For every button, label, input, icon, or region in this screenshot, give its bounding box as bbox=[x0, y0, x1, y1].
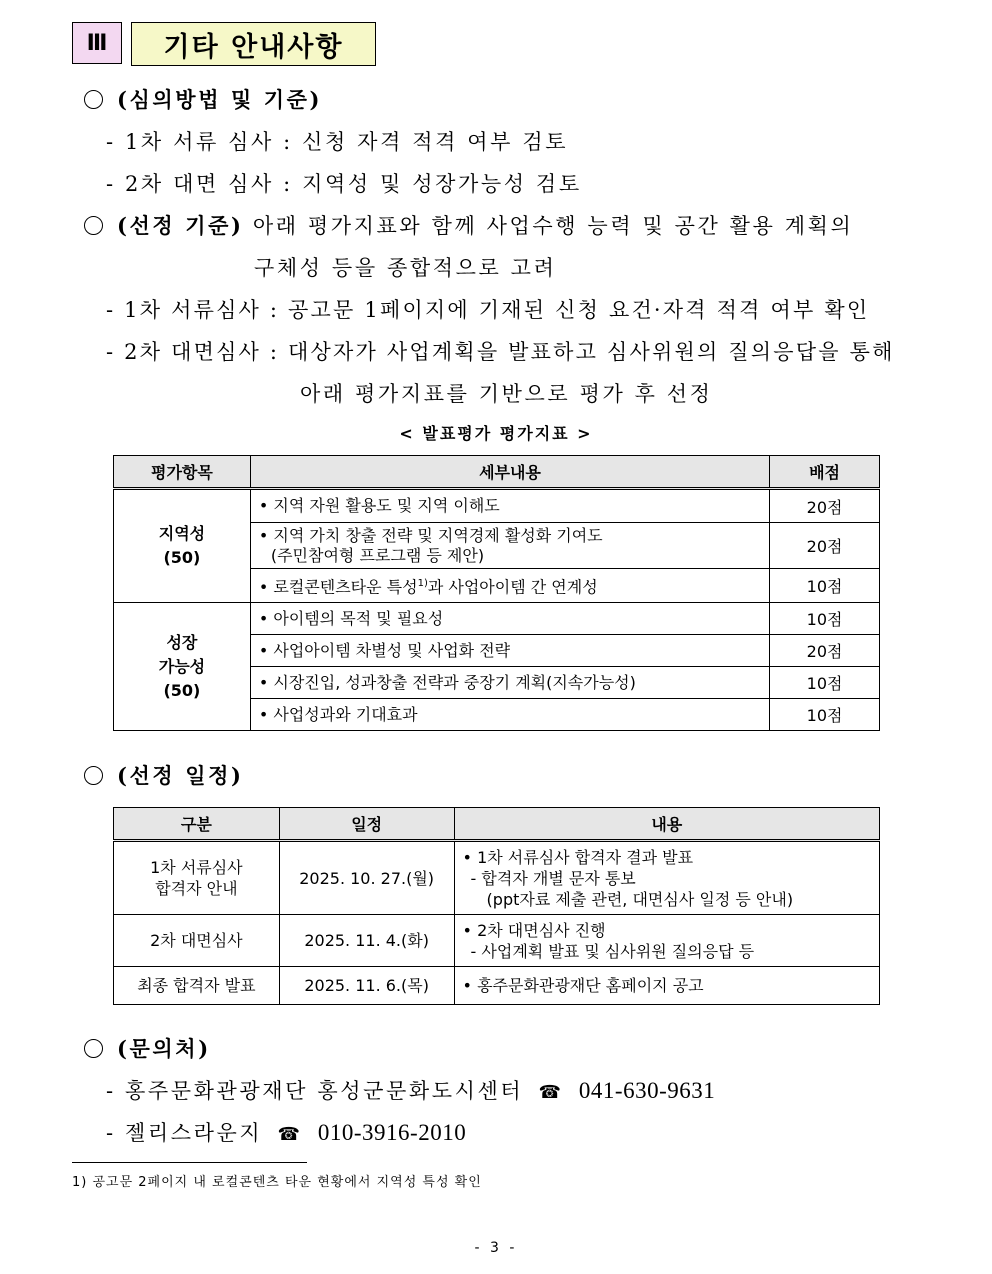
eval-detail: • 사업성과와 기대효과 bbox=[250, 699, 769, 731]
section-title: 기타 안내사항 bbox=[131, 22, 376, 66]
eval-detail: • 로컬콘텐츠타운 특성$^{1)}$과 사업아이템 간 연계성 bbox=[250, 569, 769, 603]
eval-detail: • 지역 자원 활용도 및 지역 이해도 bbox=[250, 489, 769, 523]
phone-icon: ☎ bbox=[277, 1124, 303, 1145]
schedule-content: • 2차 대면심사 진행 - 사업계획 발표 및 심사위원 질의응답 등 bbox=[454, 915, 879, 967]
circle-bullet-icon bbox=[84, 216, 103, 235]
footnote: 1) 공고문 2페이지 내 로컬콘텐츠 타운 현황에서 지역성 특성 확인 bbox=[72, 1175, 482, 1190]
eval-score: 10점 bbox=[770, 569, 880, 603]
circle-bullet-icon bbox=[84, 1039, 103, 1058]
footnote-separator bbox=[72, 1162, 307, 1163]
selection-criteria-heading: (선정 기준) 아래 평가지표와 함께 사업수행 능력 및 공간 활용 계획의 bbox=[84, 210, 853, 240]
eval-header-score: 배점 bbox=[770, 456, 880, 489]
schedule-stage: 최종 합격자 발표 bbox=[114, 967, 280, 1005]
eval-score: 20점 bbox=[770, 489, 880, 523]
eval-detail: • 사업아이템 차별성 및 사업화 전략 bbox=[250, 635, 769, 667]
selection-criteria-item-cont: 아래 평가지표를 기반으로 평가 후 선정 bbox=[300, 382, 713, 406]
eval-table bbox=[113, 455, 880, 731]
contact-heading: (문의처) bbox=[84, 1033, 211, 1063]
schedule-content: • 홍주문화관광재단 홈페이지 공고 bbox=[454, 967, 879, 1005]
selection-criteria-intro: 구체성 등을 종합적으로 고려 bbox=[254, 256, 557, 280]
eval-score: 10점 bbox=[770, 603, 880, 635]
table-row bbox=[114, 841, 880, 915]
eval-table-caption: < 발표평가 평가지표 > bbox=[399, 424, 593, 443]
schedule-date: 2025. 11. 6.(목) bbox=[279, 967, 454, 1005]
circle-bullet-icon bbox=[84, 90, 103, 109]
schedule-date: 2025. 10. 27.(월) bbox=[279, 841, 454, 915]
review-method-heading: (심의방법 및 기준) bbox=[84, 84, 322, 114]
schedule-stage: 2차 대면심사 bbox=[114, 915, 280, 967]
section-number: Ⅲ bbox=[72, 22, 122, 64]
schedule-table bbox=[113, 807, 880, 1005]
review-method-item: - 1차 서류 심사 : 신청 자격 적격 여부 검토 bbox=[106, 130, 569, 154]
contact-item: - 젤리스라운지 ☎ 010-3916-2010 bbox=[106, 1120, 467, 1145]
eval-header-detail: 세부내용 bbox=[250, 456, 769, 489]
eval-score: 20점 bbox=[770, 523, 880, 569]
page-number: - 3 - bbox=[474, 1240, 518, 1256]
table-row bbox=[114, 967, 880, 1005]
schedule-header-date: 일정 bbox=[279, 808, 454, 841]
table-row bbox=[114, 603, 880, 635]
eval-item-locality: 지역성 (50) bbox=[114, 489, 251, 603]
phone-number: 010-3916-2010 bbox=[317, 1120, 467, 1145]
schedule-header-stage: 구분 bbox=[114, 808, 280, 841]
circle-bullet-icon bbox=[84, 766, 103, 785]
schedule-heading: (선정 일정) bbox=[84, 760, 244, 790]
schedule-content: • 1차 서류심사 합격자 결과 발표 - 합격자 개별 문자 통보 (ppt자료 제출 관련, 대면심사 일정 등 안내) bbox=[454, 841, 879, 915]
eval-detail: • 시장진입, 성과창출 전략과 중장기 계획(지속가능성) bbox=[250, 667, 769, 699]
eval-header-item: 평가항목 bbox=[114, 456, 251, 489]
eval-score: 10점 bbox=[770, 699, 880, 731]
table-row bbox=[114, 915, 880, 967]
eval-score: 20점 bbox=[770, 635, 880, 667]
schedule-date: 2025. 11. 4.(화) bbox=[279, 915, 454, 967]
phone-icon: ☎ bbox=[538, 1082, 564, 1103]
eval-detail: • 아이템의 목적 및 필요성 bbox=[250, 603, 769, 635]
schedule-header-content: 내용 bbox=[454, 808, 879, 841]
phone-number: 041-630-9631 bbox=[578, 1078, 716, 1103]
selection-criteria-item: - 2차 대면심사 : 대상자가 사업계획을 발표하고 심사위원의 질의응답을 통해 bbox=[106, 340, 895, 364]
eval-detail: • 지역 가치 창출 전략 및 지역경제 활성화 기여도 (주민참여형 프로그램 등 제안) bbox=[250, 523, 769, 569]
table-row bbox=[114, 489, 880, 523]
eval-score: 10점 bbox=[770, 667, 880, 699]
selection-criteria-item: - 1차 서류심사 : 공고문 1페이지에 기재된 신청 요건·자격 적격 여부 확인 bbox=[106, 298, 870, 322]
eval-item-growth: 성장 가능성 (50) bbox=[114, 603, 251, 731]
schedule-stage: 1차 서류심사 합격자 안내 bbox=[114, 841, 280, 915]
review-method-item: - 2차 대면 심사 : 지역성 및 성장가능성 검토 bbox=[106, 172, 582, 196]
contact-item: - 홍주문화관광재단 홍성군문화도시센터 ☎ 041-630-9631 bbox=[106, 1078, 716, 1103]
